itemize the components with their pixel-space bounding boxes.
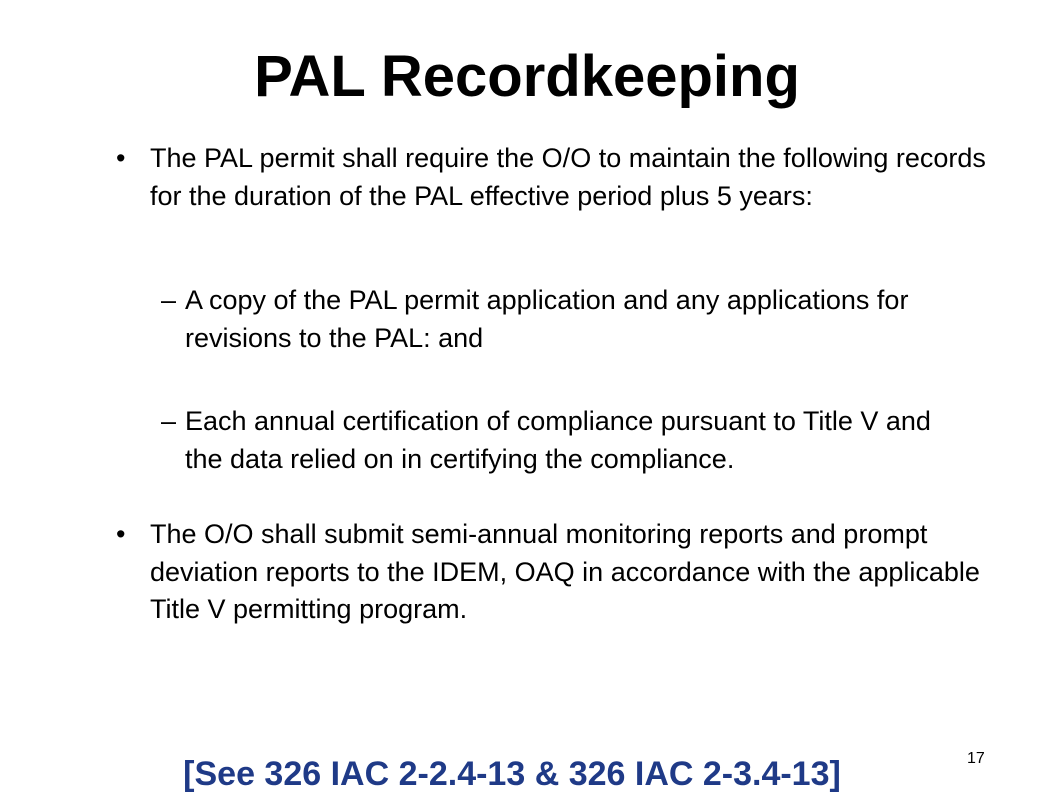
regulation-reference-text: [See 326 IAC 2-2.4-13 & 326 IAC 2-3.4-13] xyxy=(183,755,841,793)
page-number: 17 xyxy=(967,750,985,767)
sub-bullet-item xyxy=(161,403,981,518)
bullet-text: The PAL permit shall require the O/O to maintain the following records for the duration of the PAL effective period plus 5 years: xyxy=(150,143,986,211)
bullet-marker: • xyxy=(116,143,126,173)
sub-bullet-text: Each annual certification of compliance pursuant to Title V and the data relied on in certifying the compliance. xyxy=(185,406,931,474)
sub-bullet-marker: – xyxy=(161,406,177,436)
bullet-text: The O/O shall submit semi-annual monitoring reports and prompt deviation reports to the IDEM, OAQ in accordance with the applicable Title V permitting program. xyxy=(150,519,980,624)
bullet-marker: • xyxy=(116,519,126,549)
regulation-reference xyxy=(0,752,1054,796)
bullet-item xyxy=(116,516,996,668)
slide-title: PAL Recordkeeping xyxy=(254,44,800,109)
bullet-item xyxy=(116,140,996,255)
sub-bullet-marker: – xyxy=(161,285,177,315)
sub-bullet-text: A copy of the PAL permit application and any applications for revisions to the PAL: and xyxy=(185,285,909,353)
sub-bullet-item xyxy=(161,282,981,358)
